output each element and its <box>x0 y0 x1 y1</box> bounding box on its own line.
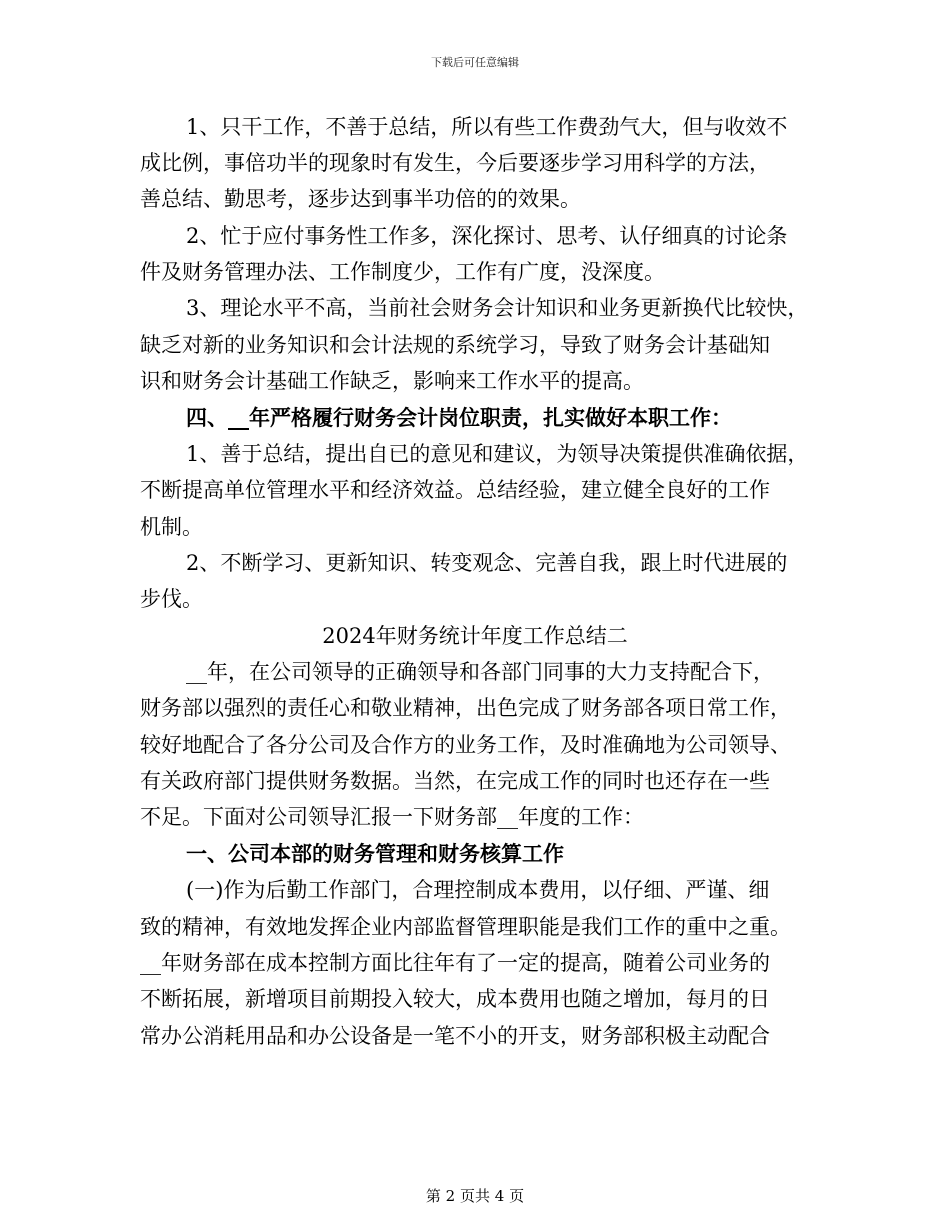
body-line: 不断提高单位管理水平和经济效益。总结经验，建立健全良好的工作 <box>140 478 770 502</box>
section-heading: 四、__年严格履行财务会计岗位职责，扎实做好本职工作： <box>186 405 732 430</box>
body-line: 财务部以强烈的责任心和敬业精神，出色完成了财务部各项日常工作， <box>140 696 791 720</box>
body-line: 成比例，事倍功半的现象时有发生，今后要逐步学习用科学的方法， <box>140 151 770 175</box>
body-line: 较好地配合了各分公司及合作方的业务工作，及时准确地为公司领导、 <box>140 733 791 757</box>
body-line: 善总结、勤思考，逐步达到事半功倍的的效果。 <box>140 187 581 211</box>
body-line: 机制。 <box>140 515 203 539</box>
body-line: __年，在公司领导的正确领导和各部门同事的大力支持配合下， <box>186 660 774 684</box>
body-line: 识和财务会计基础工作缺乏，影响来工作水平的提高。 <box>140 369 644 393</box>
body-line: 1、只干工作，不善于总结，所以有些工作费劲气大，但与收效不 <box>186 115 788 139</box>
body-line: 3、理论水平不高，当前社会财务会计知识和业务更新换代比较快， <box>186 296 809 320</box>
document-title: 2024年财务统计年度工作总结二 <box>322 624 628 648</box>
body-line: 1、善于总结，提出自已的意见和建议，为领导决策提供准确依据， <box>186 442 809 466</box>
page-number-footer: 第 2 页共 4 页 <box>425 1187 525 1205</box>
body-line: 有关政府部门提供财务数据。当然，在完成工作的同时也还存在一些 <box>140 769 770 793</box>
body-line: 2、不断学习、更新知识、转变观念、完善自我，跟上时代进展的 <box>186 551 788 575</box>
body-line: (一)作为后勤工作部门，合理控制成本费用，以仔细、严谨、细 <box>186 878 770 902</box>
body-line: 2、忙于应付事务性工作多，深化探讨、思考、认仔细真的讨论条 <box>186 224 788 248</box>
body-line: __年财务部在成本控制方面比往年有了一定的提高，随着公司业务的 <box>140 951 770 975</box>
body-line: 件及财务管理办法、工作制度少，工作有广度，没深度。 <box>140 260 665 284</box>
section-heading: 一、公司本部的财务管理和财务核算工作 <box>186 841 564 866</box>
body-line: 致的精神，有效地发挥企业内部监督管理职能是我们工作的重中之重。 <box>140 915 791 939</box>
page-header-note: 下载后可任意编辑 <box>431 56 519 69</box>
body-line: 缺乏对新的业务知识和会计法规的系统学习，导致了财务会计基础知 <box>140 333 770 357</box>
body-line: 常办公消耗用品和办公设备是一笔不小的开支，财务部积极主动配合 <box>140 1024 770 1048</box>
body-line: 不足。下面对公司领导汇报一下财务部__年度的工作： <box>140 805 644 829</box>
body-line: 步伐。 <box>140 587 203 611</box>
body-line: 不断拓展，新增项目前期投入较大，成本费用也随之增加，每月的日 <box>140 987 770 1011</box>
